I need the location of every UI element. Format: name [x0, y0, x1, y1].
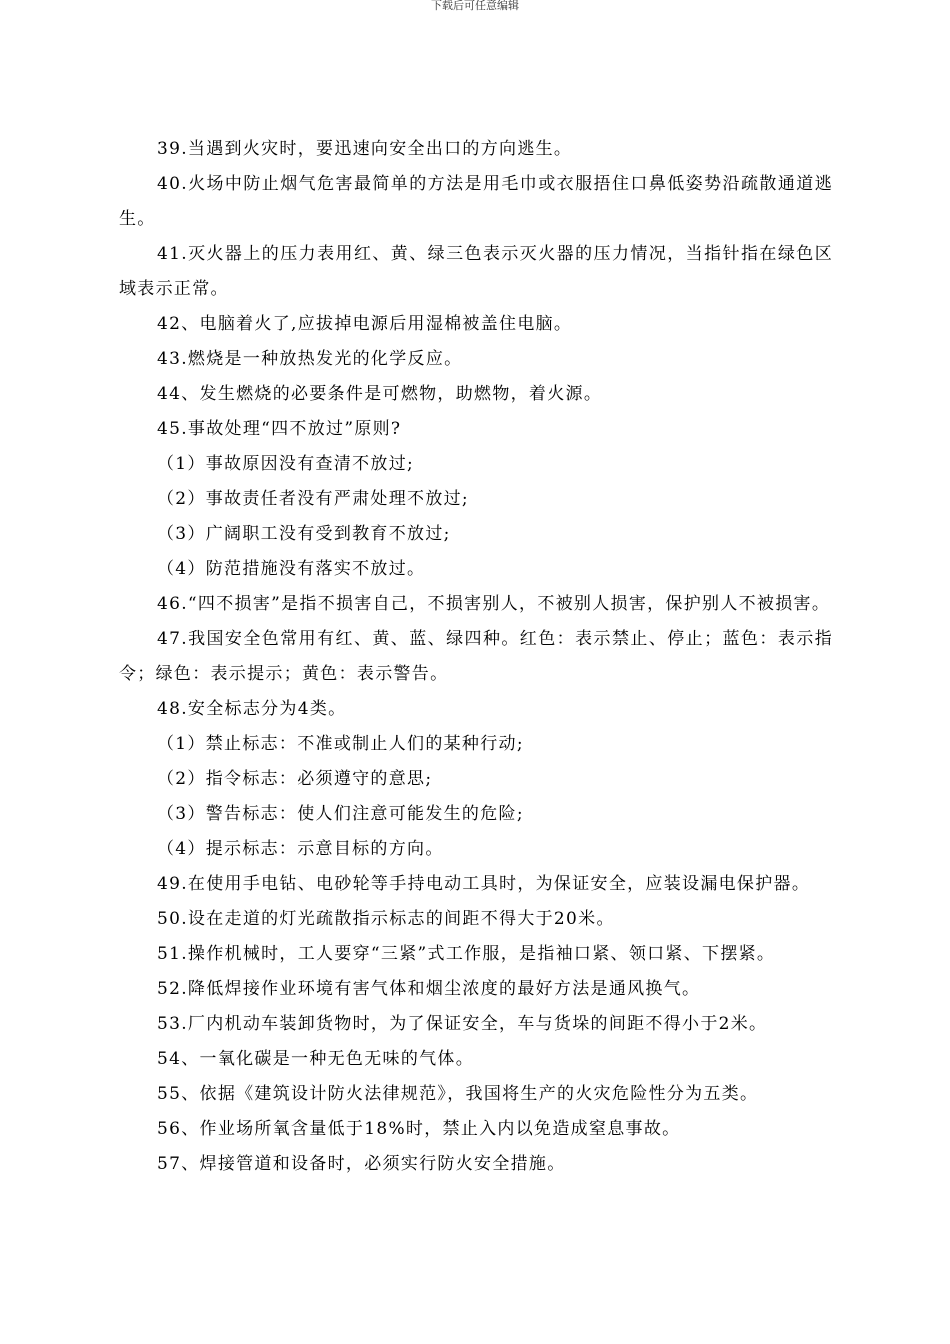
paragraph-48: 48.安全标志分为4类。 [157, 699, 347, 719]
list-item-48-3: （3）警告标志：使人们注意可能发生的危险; [157, 804, 524, 824]
list-item-45-4: （4）防范措施没有落实不放过。 [157, 559, 426, 579]
list-item-48-1: （1）禁止标志：不准或制止人们的某种行动; [157, 734, 524, 754]
paragraph-39: 39.当遇到火灾时，要迅速向安全出口的方向逃生。 [157, 139, 573, 159]
paragraph-55: 55、依据《建筑设计防火法律规范》，我国将生产的火灾危险性分为五类。 [157, 1084, 759, 1104]
paragraph-57: 57、焊接管道和设备时，必须实行防火安全措施。 [157, 1154, 566, 1174]
paragraph-56: 56、作业场所氧含量低于18%时，禁止入内以免造成窒息事故。 [157, 1119, 681, 1139]
paragraph-47: 47.我国安全色常用有红、黄、蓝、绿四种。红色：表示禁止、停止；蓝色：表示指令；绿色：表示提示；黄色：表示警告。 [119, 629, 833, 684]
list-item-45-3: （3）广阔职工没有受到教育不放过; [157, 524, 451, 544]
paragraph-49: 49.在使用手电钻、电砂轮等手持电动工具时，为保证安全，应装设漏电保护器。 [157, 874, 811, 894]
list-item-45-1: （1）事故原因没有查清不放过; [157, 454, 415, 474]
paragraph-53: 53.厂内机动车装卸货物时，为了保证安全，车与货垛的间距不得小于2米。 [157, 1014, 768, 1034]
paragraph-44: 44、发生燃烧的必要条件是可燃物，助燃物，着火源。 [157, 384, 603, 404]
paragraph-40: 40.火场中防止烟气危害最简单的方法是用毛巾或衣服捂住口鼻低姿势沿疏散通道逃生。 [119, 174, 833, 229]
paragraph-46: 46.“四不损害”是指不损害自己，不损害别人，不被别人损害，保护别人不被损害。 [157, 594, 831, 614]
paragraph-42: 42、电脑着火了,应拔掉电源后用湿棉被盖住电脑。 [157, 314, 573, 334]
paragraph-45: 45.事故处理“四不放过”原则? [157, 419, 402, 439]
list-item-45-2: （2）事故责任者没有严肃处理不放过; [157, 489, 469, 509]
paragraph-52: 52.降低焊接作业环境有害气体和烟尘浓度的最好方法是通风换气。 [157, 979, 701, 999]
list-item-48-4: （4）提示标志：示意目标的方向。 [157, 839, 444, 859]
paragraph-54: 54、一氧化碳是一种无色无味的气体。 [157, 1049, 475, 1069]
paragraph-51: 51.操作机械时，工人要穿“三紧”式工作服，是指袖口紧、领口紧、下摆紧。 [157, 944, 776, 964]
paragraph-43: 43.燃烧是一种放热发光的化学反应。 [157, 349, 463, 369]
list-item-48-2: （2）指令标志：必须遵守的意思; [157, 769, 433, 789]
paragraph-50: 50.设在走道的灯光疏散指示标志的间距不得大于20米。 [157, 909, 615, 929]
document-body [119, 132, 833, 1182]
page-header: 下载后可任意编辑 [431, 0, 519, 12]
paragraph-41: 41.灭火器上的压力表用红、黄、绿三色表示灭火器的压力情况，当指针指在绿色区域表示正常。 [119, 244, 833, 299]
